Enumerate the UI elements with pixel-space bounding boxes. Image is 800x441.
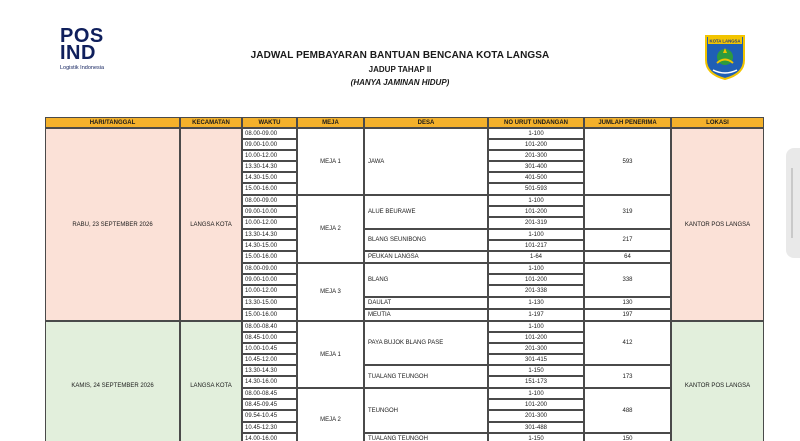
day1-no-urut: 1-64 [488,251,584,263]
day1-no-urut: 501-593 [488,183,584,195]
day1-no-urut: 201-319 [488,217,584,229]
day2-kecamatan: LANGSA KOTA [180,321,242,441]
day2-no-urut: 151-173 [488,376,584,388]
day2-jumlah: 488 [584,388,671,433]
day2-waktu: 10.45-12.30 [242,422,297,433]
day2-lokasi: KANTOR POS LANGSA [671,321,764,441]
day1-desa: PEUKAN LANGSA [364,251,488,263]
day1-lokasi: KANTOR POS LANGSA [671,128,764,321]
day1-meja: MEJA 2 [297,195,364,263]
logo-mark-bottom: IND [60,42,96,64]
day2-desa: PAYA BUJOK BLANG PASE [364,321,488,365]
document-title: JADWAL PEMBAYARAN BANTUAN BENCANA KOTA LANGSA [250,50,550,61]
day1-no-urut: 201-338 [488,285,584,297]
day1-no-urut: 101-217 [488,240,584,251]
day1-waktu: 14.30-15.00 [242,172,297,183]
day1-kecamatan: LANGSA KOTA [180,128,242,321]
day1-no-urut: 1-100 [488,263,584,274]
day1-waktu: 13.30-14.30 [242,161,297,172]
day2-waktu: 14.30-16.00 [242,376,297,388]
day1-jumlah: 319 [584,195,671,229]
day2-date: KAMIS, 24 SEPTEMBER 2026 [45,321,180,441]
day1-jumlah: 130 [584,297,671,309]
day1-waktu: 09.00-10.00 [242,274,297,285]
day1-desa: JAWA [364,128,488,195]
day1-waktu: 15.00-16.00 [242,183,297,195]
day2-jumlah: 412 [584,321,671,365]
day2-waktu: 10.00-10.45 [242,343,297,354]
document-titles [0,50,800,87]
day1-waktu: 08.00-09.00 [242,128,297,139]
day2-waktu: 13.30-14.30 [242,365,297,376]
column-header-meja: MEJA [297,117,364,128]
day2-waktu: 14.00-16.00 [242,433,297,441]
day2-jumlah: 150 [584,433,671,441]
scroll-handle[interactable] [786,148,800,258]
column-header-waktu: WAKTU [242,117,297,128]
column-header-hari: HARI/TANGGAL [45,117,180,128]
day1-no-urut: 201-300 [488,150,584,161]
logo-tagline: Logistik Indonesia [60,65,105,71]
day2-waktu: 08.45-09.45 [242,399,297,410]
day1-no-urut: 401-500 [488,172,584,183]
day1-jumlah: 197 [584,309,671,321]
day1-jumlah: 217 [584,229,671,251]
day1-no-urut: 1-100 [488,229,584,240]
schedule-table [45,117,764,441]
day1-waktu: 14.30-15.00 [242,240,297,251]
day1-waktu: 09.00-10.00 [242,206,297,217]
day2-meja: MEJA 1 [297,321,364,388]
column-header-kecamatan: KECAMATAN [180,117,242,128]
day1-waktu: 10.00-12.00 [242,285,297,297]
day1-waktu: 13.30-15.00 [242,297,297,309]
day1-waktu: 13.30-14.30 [242,229,297,240]
day2-waktu: 08.45-10.00 [242,332,297,343]
day2-no-urut: 1-150 [488,433,584,441]
day2-waktu: 08.00-08.45 [242,388,297,399]
day1-date: RABU, 23 SEPTEMBER 2026 [45,128,180,321]
column-header-lokasi: LOKASI [671,117,764,128]
day2-desa: TEUNGOH [364,388,488,433]
day1-jumlah: 593 [584,128,671,195]
day2-meja: MEJA 2 [297,388,364,441]
document-note: (HANYA JAMINAN HIDUP) [350,78,450,87]
day2-waktu: 08.00-08.40 [242,321,297,332]
day2-waktu: 10.45-12.00 [242,354,297,365]
day1-no-urut: 101-200 [488,206,584,217]
document-subtitle: JADUP TAHAP II [368,65,432,74]
day1-waktu: 15.00-16.00 [242,251,297,263]
day1-no-urut: 1-100 [488,195,584,206]
column-header-no-urut: NO URUT UNDANGAN [488,117,584,128]
day2-jumlah: 173 [584,365,671,388]
day1-desa: BLANG [364,263,488,297]
day2-no-urut: 101-200 [488,399,584,410]
emblem-text: KOTA LANGSA [709,38,741,44]
day1-waktu: 10.00-12.00 [242,150,297,161]
day1-waktu: 10.00-12.00 [242,217,297,229]
day1-no-urut: 1-197 [488,309,584,321]
day1-no-urut: 1-100 [488,128,584,139]
column-header-jumlah: JUMLAH PENERIMA [584,117,671,128]
day2-no-urut: 201-300 [488,343,584,354]
column-header-desa: DESA [364,117,488,128]
day2-no-urut: 301-488 [488,422,584,433]
day2-no-urut: 1-100 [488,388,584,399]
day2-waktu: 09.54-10.45 [242,410,297,422]
day1-jumlah: 64 [584,251,671,263]
day1-desa: ALUE BEURAWE [364,195,488,229]
day2-no-urut: 201-300 [488,410,584,422]
day1-waktu: 08.00-09.00 [242,195,297,206]
day2-desa: TUALANG TEUNGOH [364,433,488,441]
day1-desa: BLANG SEUNIBONG [364,229,488,251]
day1-no-urut: 301-400 [488,161,584,172]
day1-waktu: 08.00-09.00 [242,263,297,274]
day1-desa: MEUTIA [364,309,488,321]
day1-waktu: 15.00-16.00 [242,309,297,321]
day1-no-urut: 1-130 [488,297,584,309]
day1-no-urut: 101-200 [488,274,584,285]
day1-waktu: 09.00-10.00 [242,139,297,150]
day1-jumlah: 338 [584,263,671,297]
day2-no-urut: 301-415 [488,354,584,365]
day1-no-urut: 101-200 [488,139,584,150]
day2-no-urut: 1-150 [488,365,584,376]
day2-desa: TUALANG TEUNGOH [364,365,488,388]
day1-meja: MEJA 3 [297,263,364,321]
day1-desa: DAULAT [364,297,488,309]
day1-meja: MEJA 1 [297,128,364,195]
day2-no-urut: 101-200 [488,332,584,343]
day2-no-urut: 1-100 [488,321,584,332]
logo-mark-top: POS [60,25,104,47]
